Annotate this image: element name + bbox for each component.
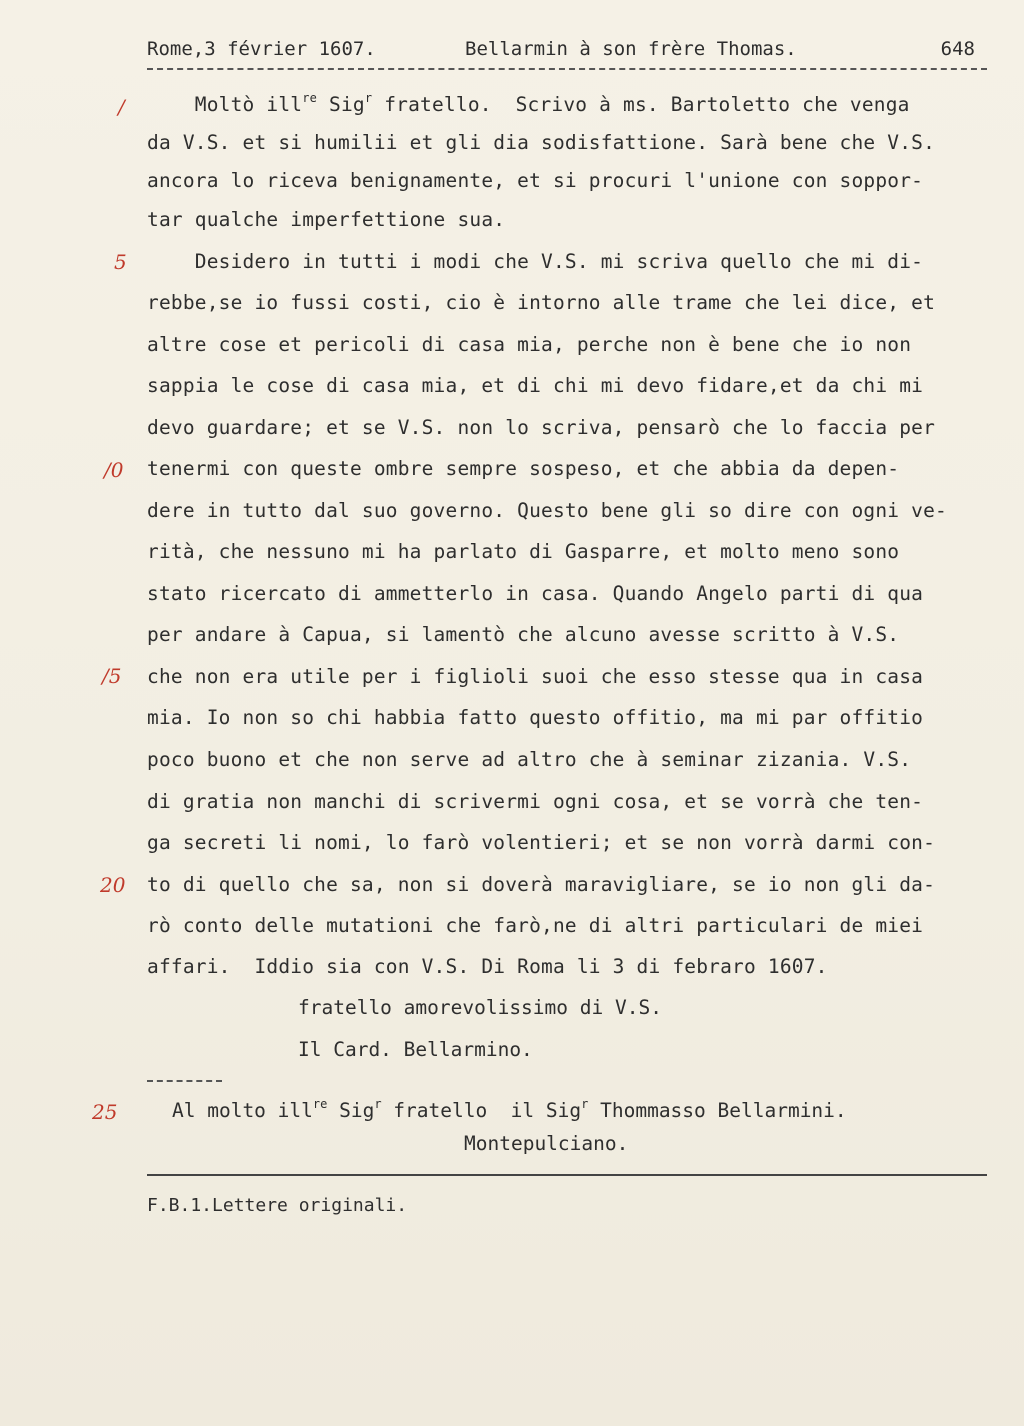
address-place: Montepulciano. <box>464 1132 629 1155</box>
text-line: sappia le cose di casa mia, et di chi mi devo fidare,et da chi mi <box>147 374 924 397</box>
margin-line-number: /0 <box>104 458 124 482</box>
text-line: rità, che nessuno mi ha parlato di Gasparre, et molto meno sono <box>147 540 900 563</box>
text-line: devo guardare; et se V.S. non lo scriva, pensarò che lo faccia per <box>147 416 936 439</box>
text-line: dere in tutto dal suo governo. Questo bene gli so dire con ogni ve- <box>147 499 947 522</box>
text-line: per andare à Capua, si lamentò che alcuno avesse scritto à V.S. <box>147 623 900 646</box>
signature-name: Il Card. Bellarmino. <box>298 1038 533 1061</box>
margin-line-number: / <box>118 95 125 119</box>
page-header <box>147 38 987 66</box>
header-divider <box>147 68 987 70</box>
text-line: ancora lo riceva benignamente, et si procuri l'unione con soppor- <box>147 169 924 192</box>
text-line: tar qualche imperfettione sua. <box>147 208 506 231</box>
signature-closing: fratello amorevolissimo di V.S. <box>298 996 662 1019</box>
footer-divider <box>147 1174 987 1176</box>
text-line: rebbe,se io fussi costi, cio è intorno alle trame che lei dice, et <box>147 291 936 314</box>
text-line: altre cose et pericoli di casa mia, perche non è bene che io non <box>147 333 912 356</box>
header-date: Rome,3 février 1607. <box>147 38 376 60</box>
text-line: poco buono et che non serve ad altro che à seminar zizania. V.S. <box>147 748 912 771</box>
text-line: affari. Iddio sia con V.S. Di Roma li 3 di febraro 1607. <box>147 955 828 978</box>
text-line: Desidero in tutti i modi che V.S. mi scriva quello che mi di- <box>147 250 924 273</box>
text-line: to di quello che sa, non si doverà maravigliare, se io non gli da- <box>147 873 936 896</box>
text-line: tenermi con queste ombre sempre sospeso, et che abbia da depen- <box>147 457 900 480</box>
margin-line-number: 5 <box>114 250 127 274</box>
text-line: ga secreti li nomi, lo farò volentieri; et se non vorrà darmi con- <box>147 831 936 854</box>
text-line: da V.S. et si humilii et gli dia sodisfattione. Sarà bene che V.S. <box>147 131 936 154</box>
margin-line-number: 20 <box>100 873 126 897</box>
text-line: che non era utile per i figlioli suoi che esso stesse qua in casa <box>147 665 924 688</box>
text-line: rò conto delle mutationi che farò,ne di altri particulari de miei <box>147 914 924 937</box>
text-line: di gratia non manchi di scrivermi ogni cosa, et se vorrà che ten- <box>147 790 924 813</box>
header-title: Bellarmin à son frère Thomas. <box>465 38 797 60</box>
text-line: Moltò ill$^{re}$ Sig$^r$ fratello. Scrivo à ms. Bartoletto che venga <box>147 91 910 116</box>
text-line: stato ricercato di ammetterlo in casa. Quando Angelo parti di qua <box>147 582 924 605</box>
margin-line-number: /5 <box>102 664 122 688</box>
page-number: 648 <box>940 38 975 60</box>
text-line: mia. Io non so chi habbia fatto questo offitio, ma mi par offitio <box>147 706 924 729</box>
address-line: Al molto ill$^{re}$ Sig$^r$ fratello il Sig$^r$ Thommasso Bellarmini. <box>172 1097 847 1122</box>
source-note: F.B.1.Lettere originali. <box>147 1195 408 1216</box>
short-divider <box>147 1080 222 1082</box>
margin-line-number: 25 <box>92 1100 118 1124</box>
